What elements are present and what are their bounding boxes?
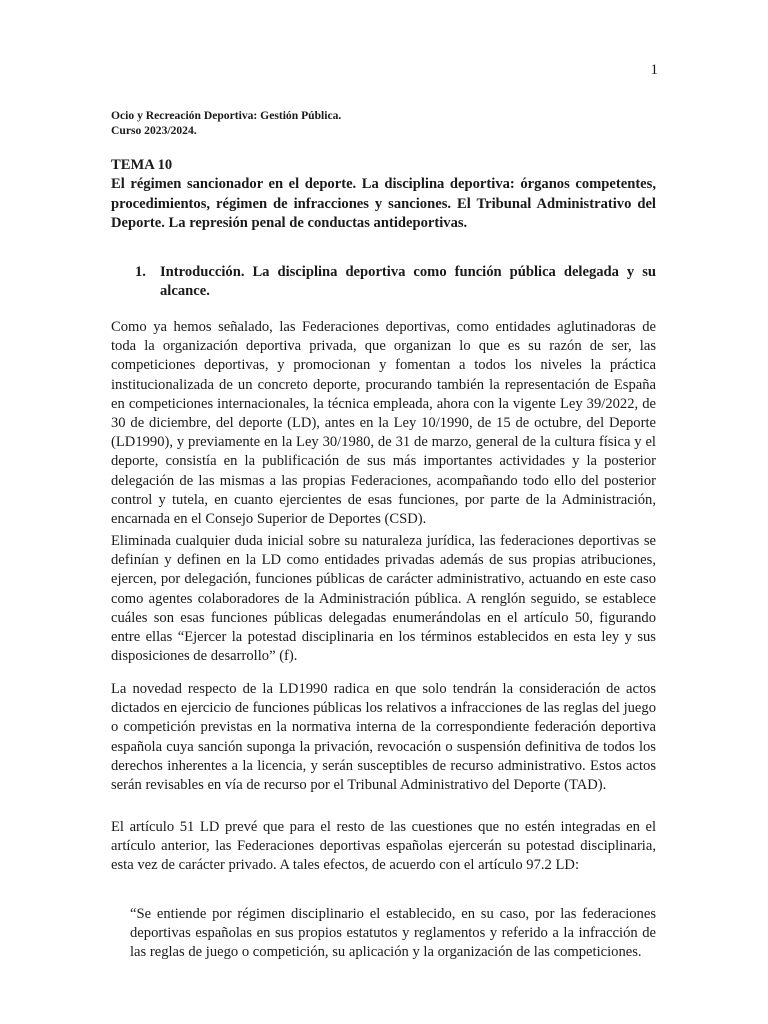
tema-title: El régimen sancionador en el deporte. La disciplina deportiva: órganos competentes, procedimientos, régimen de infracciones y sanciones. El Tribunal Administrativo del Deporte. La represión penal de conductas antideportivas. [111, 176, 656, 231]
paragraph-4: El artículo 51 LD prevé que para el resto de las cuestiones que no estén integradas en el artículo anterior, las Federaciones deportivas españolas ejercerán su potestad disciplinaria, esta vez de carácter privado. A tales efectos, de acuerdo con el artículo 97.2 LD: [111, 819, 656, 874]
page-number: 1 [650, 62, 658, 78]
course-year: Curso 2023/2024. [111, 124, 197, 137]
course-title: Ocio y Recreación Deportiva: Gestión Pública. [111, 109, 342, 122]
course-header [111, 108, 656, 138]
paragraph-1: Como ya hemos señalado, las Federaciones deportivas, como entidades aglutinadoras de toda la organización deportiva privada, que organizan lo que es su razón de ser, las competiciones deportivas, y promocionan y fomentan a todos los niveles la práctica institucionalizada de un concreto deporte, procurando también la representación de España en competiciones internacionales, la técnica empleada, ahora con la vigente Ley 39/2022, de 30 de diciembre, del deporte (LD), antes en la Ley 10/1990, de 15 de octubre, del Deporte (LD1990), y previamente en la Ley 30/1980, de 31 de marzo, general de la cultura física y el deporte, consistía en la publificación de sus más importantes actividades y la posterior delegación de las mismas a las propias Federaciones, acompañando todo ello del posterior control y tutela, en cuanto ejercientes de esas funciones, por parte de la Administración, encarnada en el Consejo Superior de Deportes (CSD). [111, 319, 656, 528]
paragraph-2: Eliminada cualquier duda inicial sobre su naturaleza jurídica, las federaciones deportivas se definían y definen en la LD como entidades privadas además de sus propias atribuciones, ejercen, por delegación, funciones públicas de carácter administrativo, actuando en este caso como agentes colaboradores de la Administración pública. A renglón seguido, se establece cuáles son esas funciones públicas delegadas enumerándolas en el artículo 50, figurando entre ellas “Ejercer la potestad disciplinaria en los términos establecidos en esta ley y sus disposiciones de desarrollo” (f). [111, 533, 656, 665]
legal-quote: “Se entiende por régimen disciplinario el establecido, en su caso, por las federaciones deportivas españolas en sus propios estatutos y reglamentos y referido a la infracción de las reglas de juego o competición, su aplicación y la organización de las competiciones. [130, 906, 656, 961]
paragraph-3: La novedad respecto de la LD1990 radica en que solo tendrán la consideración de actos dictados en ejercicio de funciones públicas los relativos a infracciones de las reglas del juego o competición previstas en la normativa interna de la correspondiente federación deportiva española cuya sanción suponga la privación, revocación o suspensión definitiva de todos los derechos inherentes a la licencia, y serán susceptibles de recurso administrativo. Estos actos serán revisables en vía de recurso por el Tribunal Administrativo del Deporte (TAD). [111, 681, 656, 794]
tema-label: TEMA 10 [111, 157, 173, 173]
section-number: 1. [135, 264, 146, 280]
section-title: Introducción. La disciplina deportiva como función pública delegada y su alcance. [160, 264, 656, 299]
